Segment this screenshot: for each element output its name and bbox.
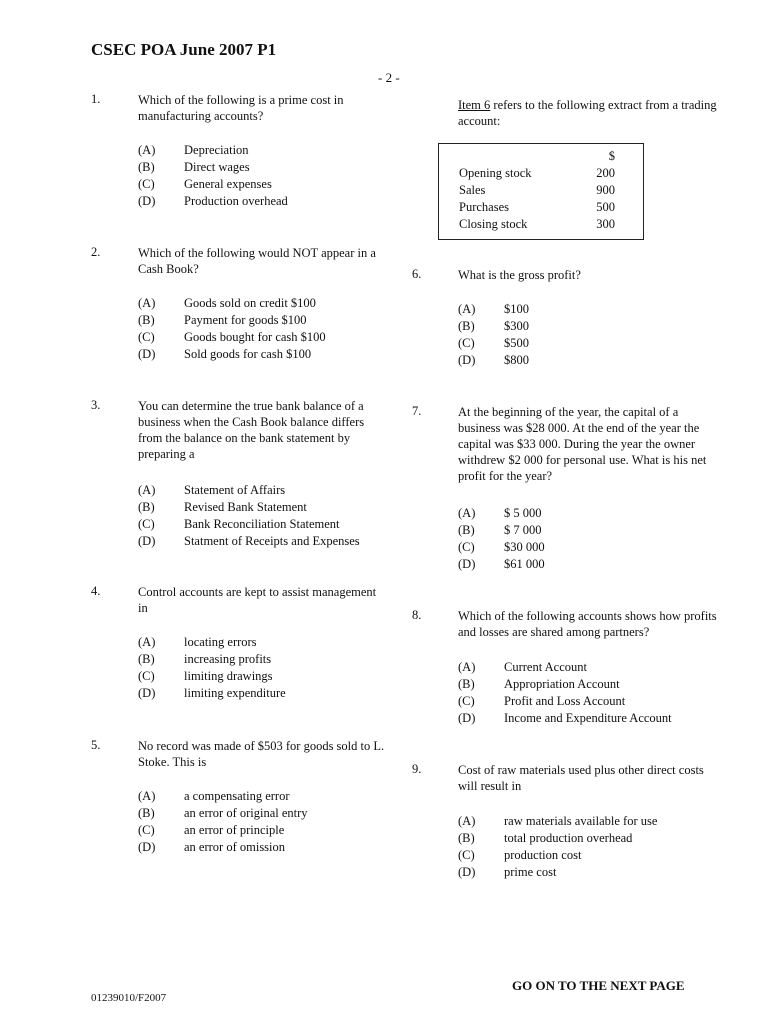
question-number: 4. xyxy=(91,584,101,598)
option-b: (B) increasing profits xyxy=(138,652,272,666)
question-number: 5. xyxy=(91,738,101,752)
currency-header: $ xyxy=(608,149,615,163)
options-list xyxy=(458,301,529,369)
option-d: (D) Production overhead xyxy=(138,194,288,208)
question-text: Control accounts are kept to assist management in xyxy=(138,585,377,615)
option-b: (B) $300 xyxy=(458,319,529,333)
options-list xyxy=(138,482,360,550)
option-b: (B) total production overhead xyxy=(458,831,633,845)
option-b: (B) Payment for goods $100 xyxy=(138,313,307,327)
option-d: (D) Statment of Receipts and Expenses xyxy=(138,534,360,548)
question-number: 3. xyxy=(91,398,101,412)
table-row: Purchases 500 xyxy=(459,200,615,214)
option-d: (D) limiting expenditure xyxy=(138,686,286,700)
paper-code: 01239010/F2007 xyxy=(91,992,167,1004)
option-a: (A) Statement of Affairs xyxy=(138,483,286,497)
option-a: (A) Current Account xyxy=(458,660,587,674)
option-c: (C) Profit and Loss Account xyxy=(458,694,626,708)
options-list xyxy=(458,659,672,727)
question-number: 2. xyxy=(91,245,101,259)
options-list xyxy=(458,505,545,573)
trading-account-extract xyxy=(438,143,644,240)
page-title: CSEC POA June 2007 P1 xyxy=(91,40,277,59)
option-a: (A) Goods sold on credit $100 xyxy=(138,296,316,310)
options-list xyxy=(138,634,286,702)
option-c: (C) an error of principle xyxy=(138,823,285,837)
table-row: Closing stock 300 xyxy=(459,217,615,231)
question-number: 9. xyxy=(412,762,422,776)
question-text: Cost of raw materials used plus other direct costs will result in xyxy=(458,763,704,793)
option-a: (A) $100 xyxy=(458,302,529,316)
option-c: (C) Goods bought for cash $100 xyxy=(138,330,326,344)
option-b: (B) Revised Bank Statement xyxy=(138,500,307,514)
options-list xyxy=(138,788,308,856)
option-b: (B) an error of original entry xyxy=(138,806,308,820)
option-a: (A) locating errors xyxy=(138,635,257,649)
option-c: (C) $500 xyxy=(458,336,529,350)
options-list xyxy=(458,813,657,881)
item-6-reference: Item 6 refers to the following extract from a trading account: xyxy=(458,98,717,128)
table-row: Opening stock 200 xyxy=(459,166,615,180)
option-d: (D) Income and Expenditure Account xyxy=(458,711,672,725)
question-text: What is the gross profit? xyxy=(458,268,581,282)
option-b: (B) Direct wages xyxy=(138,160,250,174)
question-text: You can determine the true bank balance of a business when the Cash Book balance differs from the balance on the bank statement by preparing a xyxy=(138,399,365,461)
question-number: 1. xyxy=(91,92,101,106)
options-list xyxy=(138,295,326,363)
option-c: (C) $30 000 xyxy=(458,540,545,554)
question-number: 8. xyxy=(412,608,422,622)
question-number: 7. xyxy=(412,404,422,418)
option-d: (D) $800 xyxy=(458,353,529,367)
options-list xyxy=(138,142,288,210)
option-a: (A) raw materials available for use xyxy=(458,814,658,828)
option-c: (C) production cost xyxy=(458,848,582,862)
question-text: No record was made of $503 for goods sold to L. Stoke. This is xyxy=(138,739,385,769)
option-d: (D) Sold goods for cash $100 xyxy=(138,347,312,361)
option-a: (A) $ 5 000 xyxy=(458,506,542,520)
question-text: At the beginning of the year, the capital of a business was $28 000. At the end of the year the capital was $33 000. During the year the owner withdrew $2 000 for personal use. What is his net profit for the year? xyxy=(458,405,707,483)
option-d: (D) prime cost xyxy=(458,865,557,879)
option-b: (B) $ 7 000 xyxy=(458,523,542,537)
item-6-link: Item 6 xyxy=(458,98,491,112)
option-a: (A) a compensating error xyxy=(138,789,290,803)
question-number: 6. xyxy=(412,267,422,281)
option-b: (B) Appropriation Account xyxy=(458,677,620,691)
option-c: (C) Bank Reconciliation Statement xyxy=(138,517,340,531)
question-text: Which of the following would NOT appear in a Cash Book? xyxy=(138,246,376,276)
question-text: Which of the following is a prime cost in manufacturing accounts? xyxy=(138,93,344,123)
go-on-next-page: GO ON TO THE NEXT PAGE xyxy=(512,978,685,993)
option-a: (A) Depreciation xyxy=(138,143,249,157)
option-d: (D) $61 000 xyxy=(458,557,545,571)
table-row: Sales 900 xyxy=(459,183,615,197)
option-c: (C) limiting drawings xyxy=(138,669,273,683)
page-number: - 2 - xyxy=(378,70,400,85)
option-d: (D) an error of omission xyxy=(138,840,286,854)
question-text: Which of the following accounts shows how profits and losses are shared among partners? xyxy=(458,609,717,639)
option-c: (C) General expenses xyxy=(138,177,272,191)
